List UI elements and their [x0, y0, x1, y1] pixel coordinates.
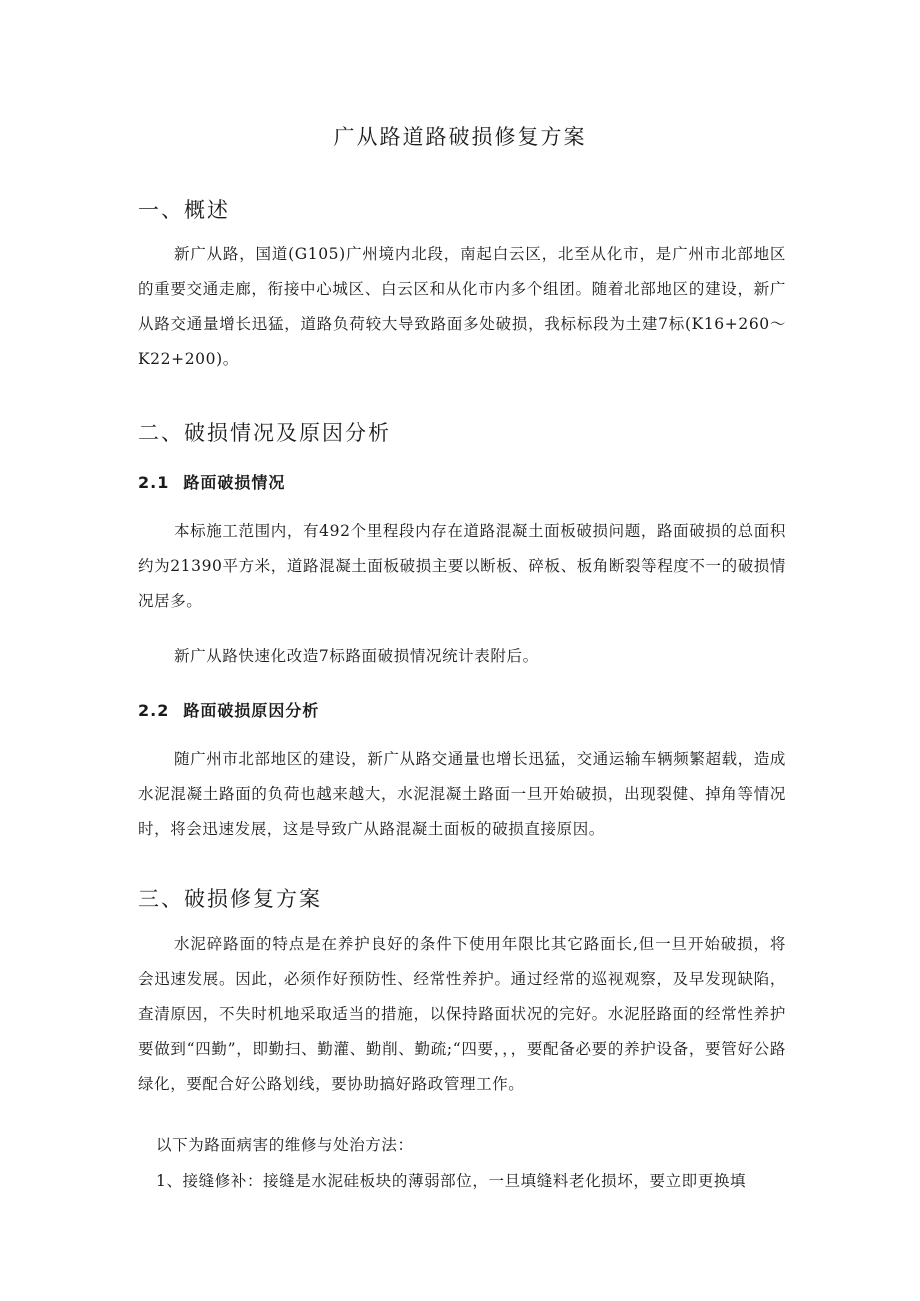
- damage-status-paragraph: 本标施工范围内，有492个里程段内存在道路混凝土面板破损问题，路面破损的总面积约为21390平方米，道路混凝土面板破损主要以断板、碎板、板角断裂等程度不一的破损情况居多。: [138, 522, 787, 610]
- subsection-heading-2-2: [138, 698, 319, 721]
- section-heading-repair-plan: 三、破损修复方案: [138, 887, 322, 911]
- subsection-number: 2.2: [138, 701, 170, 720]
- list-item-joint-repair: 1、接缝修补：接缝是水泥硅板块的薄弱部位，一旦填缝料老化损坏，要立即更换填: [156, 1172, 747, 1190]
- section-heading-overview: 一、概述: [138, 198, 230, 222]
- damage-cause-paragraph: 随广州市北部地区的建设，新广从路交通量也增长迅猛，交通运输车辆频繁超载，造成水泥混凝土路面的负荷也越来越大，水泥混凝土路面一旦开始破损，出现裂健、掉角等情况时，将会迅速发展，这是导致广从路混凝土面板的破损直接原因。: [138, 750, 786, 838]
- section-heading-damage-analysis: 二、破损情况及原因分析: [138, 421, 391, 445]
- subsection-heading-2-1: [138, 470, 285, 493]
- repair-plan-paragraph: 水泥碎路面的特点是在养护良好的条件下使用年限比其它路面长,但一旦开始破损，将会迅速发展。因此，必须作好预防性、经常性养护。通过经常的巡视观察，及早发现缺陷，查清原因，不失时机地采取适当的措施，以保持路面状况的完好。水泥胫路面的经常性养护要做到“四勤”，即勤扫、勤灌、勤削、勤疏;“四要，，，要配备必要的养护设备，要管好公路绿化，要配合好公路划线，要协助搞好路政管理工作。: [138, 935, 786, 1093]
- statistics-note-paragraph: 新广从路快速化改造7标路面破损情况统计表附后。: [174, 647, 539, 665]
- repair-methods-intro: 以下为路面病害的维修与处治方法：: [156, 1136, 414, 1154]
- subsection-title: 路面破损原因分析: [183, 701, 320, 720]
- overview-paragraph: 新广从路，国道(G105)广州境内北段，南起白云区，北至从化市，是广州市北部地区的重要交通走廊，衔接中心城区、白云区和从化市内多个组团。随着北部地区的建设，新广从路交通量增长迅猛，道路负荷较大导致路面多处破损，我标标段为土建7标(K16+260～K22+200)。: [138, 245, 786, 368]
- page-title: 广从路道路破损修复方案: [333, 125, 587, 149]
- subsection-number: 2.1: [138, 473, 170, 492]
- subsection-title: 路面破损情况: [183, 473, 286, 492]
